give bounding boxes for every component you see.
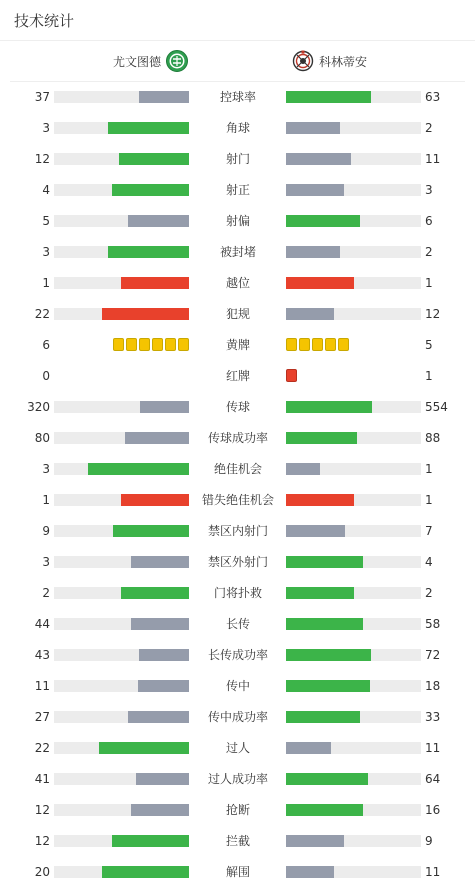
away-stat-bar-fill bbox=[286, 866, 334, 878]
home-stat-value: 3 bbox=[42, 245, 50, 259]
away-stat-bar bbox=[286, 91, 421, 103]
away-stat-value: 2 bbox=[425, 121, 433, 135]
away-stat-bar-fill bbox=[286, 680, 370, 692]
stat-label: 犯规 bbox=[225, 307, 250, 321]
home-stat-bar-fill bbox=[112, 184, 189, 196]
home-stat-value: 3 bbox=[42, 555, 50, 569]
away-stat-value: 12 bbox=[425, 307, 441, 321]
stat-row bbox=[0, 763, 475, 794]
home-stat-value: 80 bbox=[34, 431, 50, 445]
home-stat-value: 3 bbox=[42, 462, 50, 476]
stat-label: 角球 bbox=[225, 121, 250, 135]
home-team-name: 尤文图德 bbox=[112, 54, 161, 69]
away-stat-bar bbox=[286, 618, 421, 630]
stat-label: 传球成功率 bbox=[207, 431, 268, 445]
away-stat-bar-fill bbox=[286, 587, 354, 599]
away-stat-value: 16 bbox=[425, 803, 441, 817]
stat-row bbox=[0, 360, 475, 391]
away-stat-value: 64 bbox=[425, 772, 441, 786]
home-stat-value: 2 bbox=[42, 586, 50, 600]
stat-row bbox=[0, 453, 475, 484]
away-stat-value: 63 bbox=[425, 90, 441, 104]
home-stat-bar-fill bbox=[125, 432, 189, 444]
home-stat-value: 37 bbox=[34, 90, 50, 104]
home-stat-bar bbox=[54, 711, 189, 723]
away-stat-value: 9 bbox=[425, 834, 433, 848]
home-stat-bar-fill bbox=[128, 215, 189, 227]
stat-row bbox=[0, 608, 475, 639]
yellow-card-icon bbox=[338, 338, 349, 351]
away-stat-bar-fill bbox=[286, 804, 363, 816]
home-stat-value: 41 bbox=[34, 772, 50, 786]
home-stat-bar-fill bbox=[88, 463, 189, 475]
home-stat-bar bbox=[54, 308, 189, 320]
stat-label: 解围 bbox=[225, 865, 250, 879]
yellow-card-icon bbox=[126, 338, 137, 351]
red-card-icon bbox=[286, 369, 297, 382]
home-stat-value: 1 bbox=[42, 276, 50, 290]
away-stat-value: 4 bbox=[425, 555, 433, 569]
home-stat-value: 12 bbox=[34, 803, 50, 817]
home-stat-bar bbox=[54, 680, 189, 692]
yellow-card-icon bbox=[113, 338, 124, 351]
stat-row bbox=[0, 825, 475, 856]
away-stat-bar bbox=[286, 680, 421, 692]
home-stat-value: 43 bbox=[34, 648, 50, 662]
away-stat-bar-fill bbox=[286, 122, 340, 134]
stat-label: 射正 bbox=[225, 183, 250, 197]
home-stat-bar bbox=[54, 91, 189, 103]
home-stat-value: 4 bbox=[42, 183, 50, 197]
stat-row bbox=[0, 112, 475, 143]
stat-row bbox=[0, 546, 475, 577]
stat-row bbox=[0, 639, 475, 670]
away-stat-bar-fill bbox=[286, 308, 334, 320]
away-stat-value: 88 bbox=[425, 431, 441, 445]
away-stat-value: 11 bbox=[425, 865, 441, 879]
home-stat-bar bbox=[54, 804, 189, 816]
away-stat-bar-fill bbox=[286, 463, 320, 475]
home-stat-bar bbox=[54, 866, 189, 878]
home-stat-bar bbox=[54, 215, 189, 227]
away-stat-value: 1 bbox=[425, 462, 433, 476]
yellow-card-icon bbox=[152, 338, 163, 351]
stat-label: 绝佳机会 bbox=[213, 462, 262, 476]
away-stat-bar bbox=[286, 215, 421, 227]
home-stat-bar bbox=[54, 246, 189, 258]
away-stat-bar bbox=[286, 742, 421, 754]
away-stat-bar bbox=[286, 432, 421, 444]
page-title: 技术统计 bbox=[14, 12, 75, 30]
home-stat-bar bbox=[54, 649, 189, 661]
away-stat-value: 2 bbox=[425, 245, 433, 259]
home-stat-value: 6 bbox=[42, 338, 50, 352]
home-stat-bar-fill bbox=[136, 773, 189, 785]
home-stat-bar bbox=[54, 525, 189, 537]
away-stat-bar-fill bbox=[286, 432, 357, 444]
stat-row bbox=[0, 267, 475, 298]
away-team[interactable] bbox=[292, 49, 367, 73]
home-stat-bar-fill bbox=[121, 587, 189, 599]
stat-row bbox=[0, 670, 475, 701]
yellow-card-icon bbox=[178, 338, 189, 351]
away-cards bbox=[286, 369, 297, 382]
away-stat-bar-fill bbox=[286, 556, 363, 568]
away-stat-value: 3 bbox=[425, 183, 433, 197]
away-stat-bar bbox=[286, 494, 421, 506]
away-stat-bar-fill bbox=[286, 184, 344, 196]
home-stat-value: 12 bbox=[34, 834, 50, 848]
home-stat-bar bbox=[54, 432, 189, 444]
away-stat-bar bbox=[286, 153, 421, 165]
away-stat-bar-fill bbox=[286, 153, 351, 165]
home-stat-value: 9 bbox=[42, 524, 50, 538]
home-stat-bar-fill bbox=[139, 91, 189, 103]
home-stat-bar bbox=[54, 463, 189, 475]
away-stat-value: 2 bbox=[425, 586, 433, 600]
away-stat-bar bbox=[286, 308, 421, 320]
stat-label: 长传成功率 bbox=[207, 648, 268, 662]
stat-row bbox=[0, 205, 475, 236]
away-stat-bar bbox=[286, 711, 421, 723]
stat-row bbox=[0, 577, 475, 608]
home-stat-bar bbox=[54, 401, 189, 413]
home-stat-bar bbox=[54, 184, 189, 196]
stat-label: 被封堵 bbox=[219, 245, 256, 259]
stat-label: 射偏 bbox=[225, 214, 250, 228]
stat-label: 控球率 bbox=[219, 90, 256, 104]
away-stat-bar bbox=[286, 463, 421, 475]
stat-label: 过人 bbox=[225, 741, 250, 755]
stat-row bbox=[0, 81, 475, 112]
stat-label: 传中 bbox=[225, 679, 250, 693]
home-stat-value: 3 bbox=[42, 121, 50, 135]
away-stat-bar-fill bbox=[286, 711, 360, 723]
away-stat-bar bbox=[286, 773, 421, 785]
away-stat-bar-fill bbox=[286, 494, 354, 506]
home-stat-bar-fill bbox=[113, 525, 189, 537]
away-stat-bar bbox=[286, 277, 421, 289]
stat-row bbox=[0, 856, 475, 887]
home-stat-bar-fill bbox=[102, 308, 189, 320]
away-stat-value: 554 bbox=[425, 400, 448, 414]
stat-row bbox=[0, 298, 475, 329]
home-stat-bar bbox=[54, 773, 189, 785]
away-stat-bar-fill bbox=[286, 246, 340, 258]
away-stat-bar bbox=[286, 804, 421, 816]
home-stat-bar-fill bbox=[131, 804, 189, 816]
stat-row bbox=[0, 484, 475, 515]
home-stat-bar-fill bbox=[138, 680, 189, 692]
away-stat-bar bbox=[286, 835, 421, 847]
juventude-crest-icon bbox=[166, 50, 188, 72]
away-stat-bar bbox=[286, 587, 421, 599]
stat-label: 射门 bbox=[225, 152, 250, 166]
home-stat-value: 22 bbox=[34, 307, 50, 321]
stat-label: 禁区内射门 bbox=[207, 524, 268, 538]
away-stat-bar bbox=[286, 649, 421, 661]
away-stat-value: 72 bbox=[425, 648, 441, 662]
stat-label: 黄牌 bbox=[225, 338, 250, 352]
yellow-card-icon bbox=[165, 338, 176, 351]
teams-bar bbox=[10, 41, 465, 82]
home-stat-bar-fill bbox=[128, 711, 189, 723]
yellow-card-icon bbox=[312, 338, 323, 351]
home-stat-bar bbox=[54, 556, 189, 568]
stat-row bbox=[0, 701, 475, 732]
home-stat-value: 22 bbox=[34, 741, 50, 755]
stat-label: 拦截 bbox=[225, 834, 250, 848]
corinthians-crest-icon bbox=[292, 50, 314, 72]
stat-label: 传中成功率 bbox=[207, 710, 268, 724]
stats-list bbox=[0, 81, 475, 887]
away-stat-value: 5 bbox=[425, 338, 433, 352]
away-stat-bar-fill bbox=[286, 618, 363, 630]
home-stat-bar-fill bbox=[99, 742, 189, 754]
stat-label: 红牌 bbox=[225, 369, 250, 383]
away-stat-bar-fill bbox=[286, 649, 371, 661]
stat-label: 错失绝佳机会 bbox=[201, 493, 274, 507]
away-stat-bar bbox=[286, 866, 421, 878]
stat-row bbox=[0, 515, 475, 546]
away-stat-bar-fill bbox=[286, 742, 331, 754]
away-stat-bar-fill bbox=[286, 215, 360, 227]
home-stat-bar-fill bbox=[131, 618, 189, 630]
home-stat-bar-fill bbox=[131, 556, 189, 568]
home-stat-value: 12 bbox=[34, 152, 50, 166]
home-stat-bar bbox=[54, 618, 189, 630]
yellow-card-icon bbox=[286, 338, 297, 351]
home-stat-value: 5 bbox=[42, 214, 50, 228]
stat-row bbox=[0, 329, 475, 360]
home-stat-bar bbox=[54, 587, 189, 599]
away-cards bbox=[286, 338, 349, 351]
home-stat-bar-fill bbox=[112, 835, 189, 847]
stat-label: 越位 bbox=[225, 276, 250, 290]
home-stat-bar-fill bbox=[108, 122, 189, 134]
stat-label: 长传 bbox=[225, 617, 250, 631]
away-stat-bar bbox=[286, 525, 421, 537]
home-stat-value: 0 bbox=[42, 369, 50, 383]
away-stat-value: 33 bbox=[425, 710, 441, 724]
yellow-card-icon bbox=[325, 338, 336, 351]
home-stat-bar bbox=[54, 153, 189, 165]
away-stat-bar-fill bbox=[286, 91, 371, 103]
away-stat-bar-fill bbox=[286, 401, 372, 413]
home-stat-value: 320 bbox=[27, 400, 50, 414]
home-stat-bar-fill bbox=[108, 246, 189, 258]
away-stat-bar-fill bbox=[286, 277, 354, 289]
home-stat-bar-fill bbox=[119, 153, 189, 165]
stat-row bbox=[0, 174, 475, 205]
home-stat-bar bbox=[54, 835, 189, 847]
stat-label: 过人成功率 bbox=[207, 772, 268, 786]
home-stat-bar-fill bbox=[121, 494, 189, 506]
stat-row bbox=[0, 422, 475, 453]
stat-row bbox=[0, 732, 475, 763]
away-stat-value: 1 bbox=[425, 276, 433, 290]
yellow-card-icon bbox=[139, 338, 150, 351]
away-stat-bar bbox=[286, 401, 421, 413]
page-header bbox=[0, 0, 475, 41]
home-stat-bar-fill bbox=[139, 649, 189, 661]
home-stat-value: 27 bbox=[34, 710, 50, 724]
stat-label: 抢断 bbox=[225, 803, 250, 817]
home-stat-bar bbox=[54, 494, 189, 506]
away-stat-bar-fill bbox=[286, 525, 345, 537]
stat-row bbox=[0, 794, 475, 825]
stat-row bbox=[0, 391, 475, 422]
stat-row bbox=[0, 236, 475, 267]
away-stat-value: 6 bbox=[425, 214, 433, 228]
away-stat-value: 11 bbox=[425, 741, 441, 755]
away-stat-value: 11 bbox=[425, 152, 441, 166]
away-team-name: 科林蒂安 bbox=[319, 54, 368, 69]
home-stat-bar bbox=[54, 742, 189, 754]
home-team[interactable] bbox=[113, 49, 188, 73]
away-stat-value: 18 bbox=[425, 679, 441, 693]
home-stat-bar bbox=[54, 277, 189, 289]
away-stat-value: 7 bbox=[425, 524, 433, 538]
away-stat-bar bbox=[286, 122, 421, 134]
away-stat-bar-fill bbox=[286, 773, 368, 785]
home-stat-bar-fill bbox=[121, 277, 189, 289]
yellow-card-icon bbox=[299, 338, 310, 351]
away-stat-value: 58 bbox=[425, 617, 441, 631]
stat-row bbox=[0, 143, 475, 174]
stat-label: 禁区外射门 bbox=[207, 555, 268, 569]
away-stat-value: 1 bbox=[425, 493, 433, 507]
away-stat-bar bbox=[286, 184, 421, 196]
away-stat-bar bbox=[286, 246, 421, 258]
home-stat-bar-fill bbox=[102, 866, 189, 878]
away-stat-bar bbox=[286, 556, 421, 568]
home-stat-bar-fill bbox=[140, 401, 189, 413]
stat-label: 传球 bbox=[225, 400, 250, 414]
home-stat-value: 44 bbox=[34, 617, 50, 631]
home-stat-bar bbox=[54, 122, 189, 134]
home-stat-value: 20 bbox=[34, 865, 50, 879]
home-cards bbox=[113, 338, 189, 351]
away-stat-bar-fill bbox=[286, 835, 344, 847]
home-stat-value: 11 bbox=[34, 679, 50, 693]
away-stat-value: 1 bbox=[425, 369, 433, 383]
stat-label: 门将扑救 bbox=[213, 586, 262, 600]
home-stat-value: 1 bbox=[42, 493, 50, 507]
